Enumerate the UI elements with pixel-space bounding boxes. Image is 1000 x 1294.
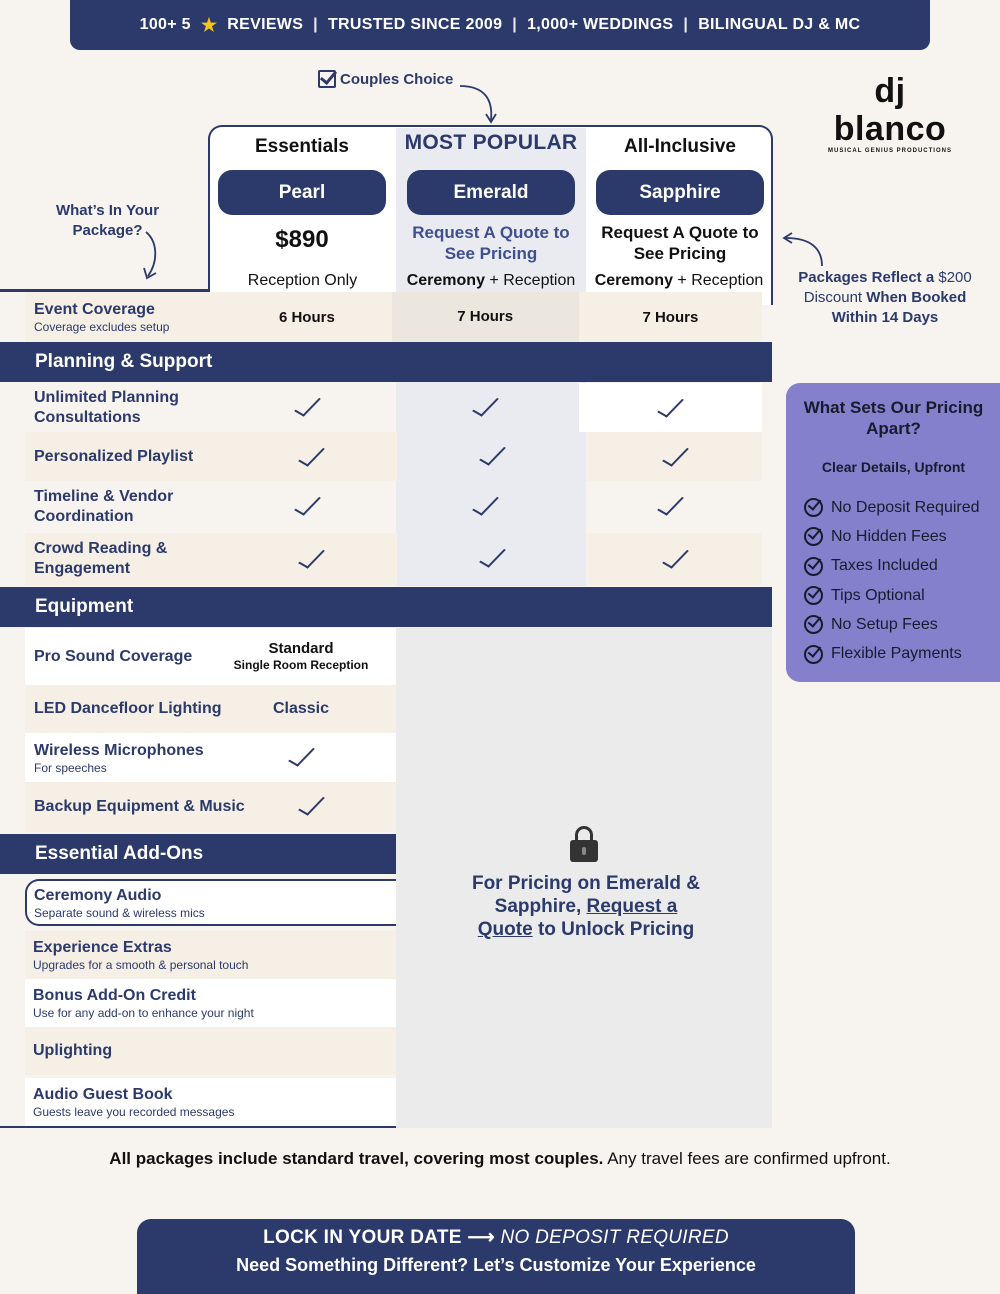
sapphire-quote[interactable]: Request A Quote to See Pricing: [601, 223, 759, 263]
whats-in-package: What’s In Your Package?: [55, 202, 160, 239]
table-row: [25, 782, 396, 832]
sapphire-check: [579, 383, 762, 432]
tier-essentials: Essentials: [255, 136, 349, 157]
list-item: [804, 610, 980, 639]
discount-amount: $200: [938, 269, 972, 286]
list-item-label: No Deposit Required: [831, 498, 980, 516]
check-icon: [480, 442, 504, 468]
reviews-label: REVIEWS: [227, 16, 304, 33]
most-popular-label: MOST POPULAR: [404, 131, 578, 154]
pearl-hours: 6 Hours: [278, 308, 335, 326]
addon-row: [25, 931, 396, 979]
weddings-count: 1,000+ WEDDINGS: [527, 16, 674, 33]
list-item: [804, 522, 980, 551]
check-icon: [663, 545, 687, 571]
addon-label: Audio Guest Book: [33, 1086, 173, 1103]
table-row: [25, 733, 396, 782]
discount-text: Packages Reflect a: [798, 269, 935, 286]
travel-note-text: Any travel fees are confirmed upfront.: [607, 1149, 891, 1168]
table-row: [25, 628, 396, 685]
cta-banner[interactable]: [137, 1219, 855, 1294]
unlock-text: to Unlock Pricing: [537, 919, 695, 940]
pearl-price: $890: [275, 226, 329, 253]
mics-label: Wireless Microphones: [34, 741, 204, 759]
pearl-led: Classic: [272, 700, 330, 717]
list-item: [804, 552, 980, 581]
row-label: Pro Sound Coverage: [34, 647, 193, 665]
travel-note: [0, 1149, 1000, 1169]
row-label: [25, 938, 396, 972]
emerald-check: [392, 492, 579, 522]
check-icon: [663, 443, 687, 469]
pearl-check: [245, 792, 377, 822]
row-sublabel: Upgrades for a smooth & personal touch: [33, 958, 249, 972]
addon-row: [25, 1027, 396, 1075]
list-item-label: Tips Optional: [831, 586, 925, 604]
top-banner: [70, 0, 930, 50]
sound-value: Standard: [268, 639, 334, 657]
addon-row: [25, 1078, 396, 1126]
cta-line-1: [137, 1226, 855, 1249]
table-row: [25, 481, 762, 533]
brand-logo: [815, 72, 965, 154]
pearl-check: [222, 492, 391, 522]
row-label: Backup Equipment & Music: [34, 798, 245, 815]
checkbox-icon: [318, 70, 336, 88]
list-item: [804, 639, 980, 668]
addon-ceremony-audio: [25, 879, 396, 926]
row-sublabel: Use for any add-on to enhance your night: [33, 1006, 254, 1020]
cta-line-2[interactable]: Need Something Different? Let’s Customize Your Experience: [236, 1255, 756, 1275]
unlock-pricing-text: [470, 872, 702, 941]
tier-all-inclusive: All-Inclusive: [624, 136, 736, 157]
check-icon: [473, 393, 497, 419]
row-label: Crowd Reading & Engagement: [25, 533, 225, 585]
event-coverage-label: Event Coverage: [34, 301, 155, 318]
section-equipment: Equipment: [0, 587, 772, 627]
package-sapphire-button[interactable]: Sapphire: [596, 170, 764, 215]
row-label: Unlimited Planning Consultations: [34, 388, 179, 426]
sapphire-hours: 7 Hours: [642, 308, 699, 326]
check-circle-icon: [804, 645, 823, 664]
sapphire-check: [587, 533, 762, 585]
check-circle-icon: [804, 527, 823, 546]
addon-label: Experience Extras: [33, 939, 172, 956]
sapphire-check: [587, 432, 762, 481]
row-label: [25, 1085, 396, 1119]
lock-date-text: LOCK IN YOUR DATE: [263, 1227, 462, 1248]
list-item-label: No Setup Fees: [831, 615, 938, 633]
pearl-coverage: Reception Only: [247, 272, 358, 289]
addon-row: [25, 979, 396, 1027]
check-icon: [658, 492, 682, 518]
row-sublabel: Coverage excludes setup: [34, 320, 170, 334]
curved-arrow-icon: [138, 228, 168, 284]
separator: |: [683, 16, 689, 33]
addon-label: Bonus Add-On Credit: [33, 987, 196, 1004]
table-row: [25, 533, 762, 585]
arrow-right-icon: ⟶: [467, 1227, 495, 1248]
list-item: [804, 581, 980, 610]
sound-sublabel: Single Room Reception: [233, 657, 369, 672]
emerald-quote[interactable]: Request A Quote to See Pricing: [412, 223, 570, 263]
discount-text: When Booked Within 14 Days: [831, 289, 967, 326]
discount-note: [790, 268, 980, 328]
row-label: [25, 986, 396, 1020]
pearl-check: [225, 533, 397, 585]
check-icon: [480, 544, 504, 570]
event-coverage-row: [25, 292, 762, 342]
section-planning: Planning & Support: [0, 342, 772, 382]
curved-arrow-icon: [780, 230, 830, 270]
check-icon: [289, 743, 313, 769]
pearl-check: [225, 432, 397, 481]
row-sublabel: Separate sound & wireless mics: [34, 905, 205, 920]
row-label: LED Dancefloor Lighting: [34, 700, 222, 717]
check-icon: [658, 394, 682, 420]
trusted-since: TRUSTED SINCE 2009: [327, 16, 503, 33]
list-item-label: No Hidden Fees: [831, 527, 947, 545]
row-label: [27, 886, 387, 920]
row-label: [25, 300, 222, 334]
reviews-count: 100+ 5: [139, 16, 191, 33]
lock-icon: [570, 826, 598, 862]
bilingual-label: BILINGUAL DJ & MC: [698, 16, 861, 33]
coverage-ceremony: Ceremony: [406, 272, 485, 289]
check-circle-icon: [804, 498, 823, 517]
emerald-check: [397, 442, 587, 472]
package-emerald-button[interactable]: Emerald: [407, 170, 575, 215]
row-label: Personalized Playlist: [25, 432, 225, 481]
panel-subtitle: Clear Details, Upfront: [821, 459, 966, 475]
coverage-ceremony: Ceremony: [594, 272, 673, 289]
row-label: Timeline & Vendor Coordination: [34, 488, 174, 525]
check-icon: [299, 792, 323, 818]
discount-text: Discount: [803, 289, 863, 306]
row-sublabel: For speeches: [34, 760, 107, 775]
travel-note-bold: All packages include standard travel, covering most couples.: [109, 1149, 604, 1168]
check-icon: [299, 545, 323, 571]
coverage-reception: + Reception: [489, 272, 576, 289]
list-item: [804, 493, 980, 522]
check-icon: [299, 443, 323, 469]
pricing-apart-panel: [786, 383, 1000, 682]
panel-list: [804, 493, 980, 669]
table-row: [25, 383, 762, 432]
check-icon: [295, 393, 319, 419]
no-deposit-text: NO DEPOSIT REQUIRED: [500, 1227, 729, 1248]
table-row: [25, 685, 396, 733]
row-label: Uplighting: [33, 1042, 113, 1059]
couples-choice-label: Couples Choice: [340, 70, 454, 88]
couples-choice: [318, 70, 453, 88]
sapphire-check: [579, 492, 762, 522]
star-icon: ★: [200, 14, 218, 35]
row-label: [25, 741, 225, 775]
divider: [0, 1126, 396, 1128]
coverage-reception: + Reception: [677, 272, 764, 289]
logo-tagline: MUSICAL GENIUS PRODUCTIONS: [828, 148, 952, 154]
logo-name: dj blanco: [833, 72, 947, 148]
request-quote-link[interactable]: Request a Quote: [477, 896, 678, 940]
unlock-text: For Pricing on Emerald & Sapphire,: [471, 873, 701, 917]
check-circle-icon: [804, 615, 823, 634]
emerald-check: [392, 393, 579, 423]
curved-arrow-icon: [455, 82, 505, 126]
check-circle-icon: [804, 586, 823, 605]
check-icon: [295, 492, 319, 518]
emerald-hours: 7 Hours: [392, 292, 579, 342]
section-addons: Essential Add-Ons: [0, 834, 396, 874]
pearl-check: [225, 743, 377, 773]
emerald-coverage: [396, 272, 586, 290]
panel-title: What Sets Our Pricing Apart?: [803, 398, 984, 438]
separator: |: [313, 16, 318, 33]
package-pearl-button[interactable]: Pearl: [218, 170, 386, 215]
pearl-sound: [225, 640, 377, 674]
check-icon: [473, 492, 497, 518]
check-circle-icon: [804, 557, 823, 576]
sapphire-coverage: [586, 272, 772, 290]
pearl-check: [222, 393, 391, 423]
list-item-label: Taxes Included: [831, 557, 938, 575]
table-row: [25, 432, 762, 481]
separator: |: [512, 16, 518, 33]
row-sublabel: Guests leave you recorded messages: [33, 1105, 235, 1119]
emerald-check: [397, 544, 587, 574]
addon-label: Ceremony Audio: [34, 886, 162, 904]
list-item-label: Flexible Payments: [831, 645, 962, 663]
